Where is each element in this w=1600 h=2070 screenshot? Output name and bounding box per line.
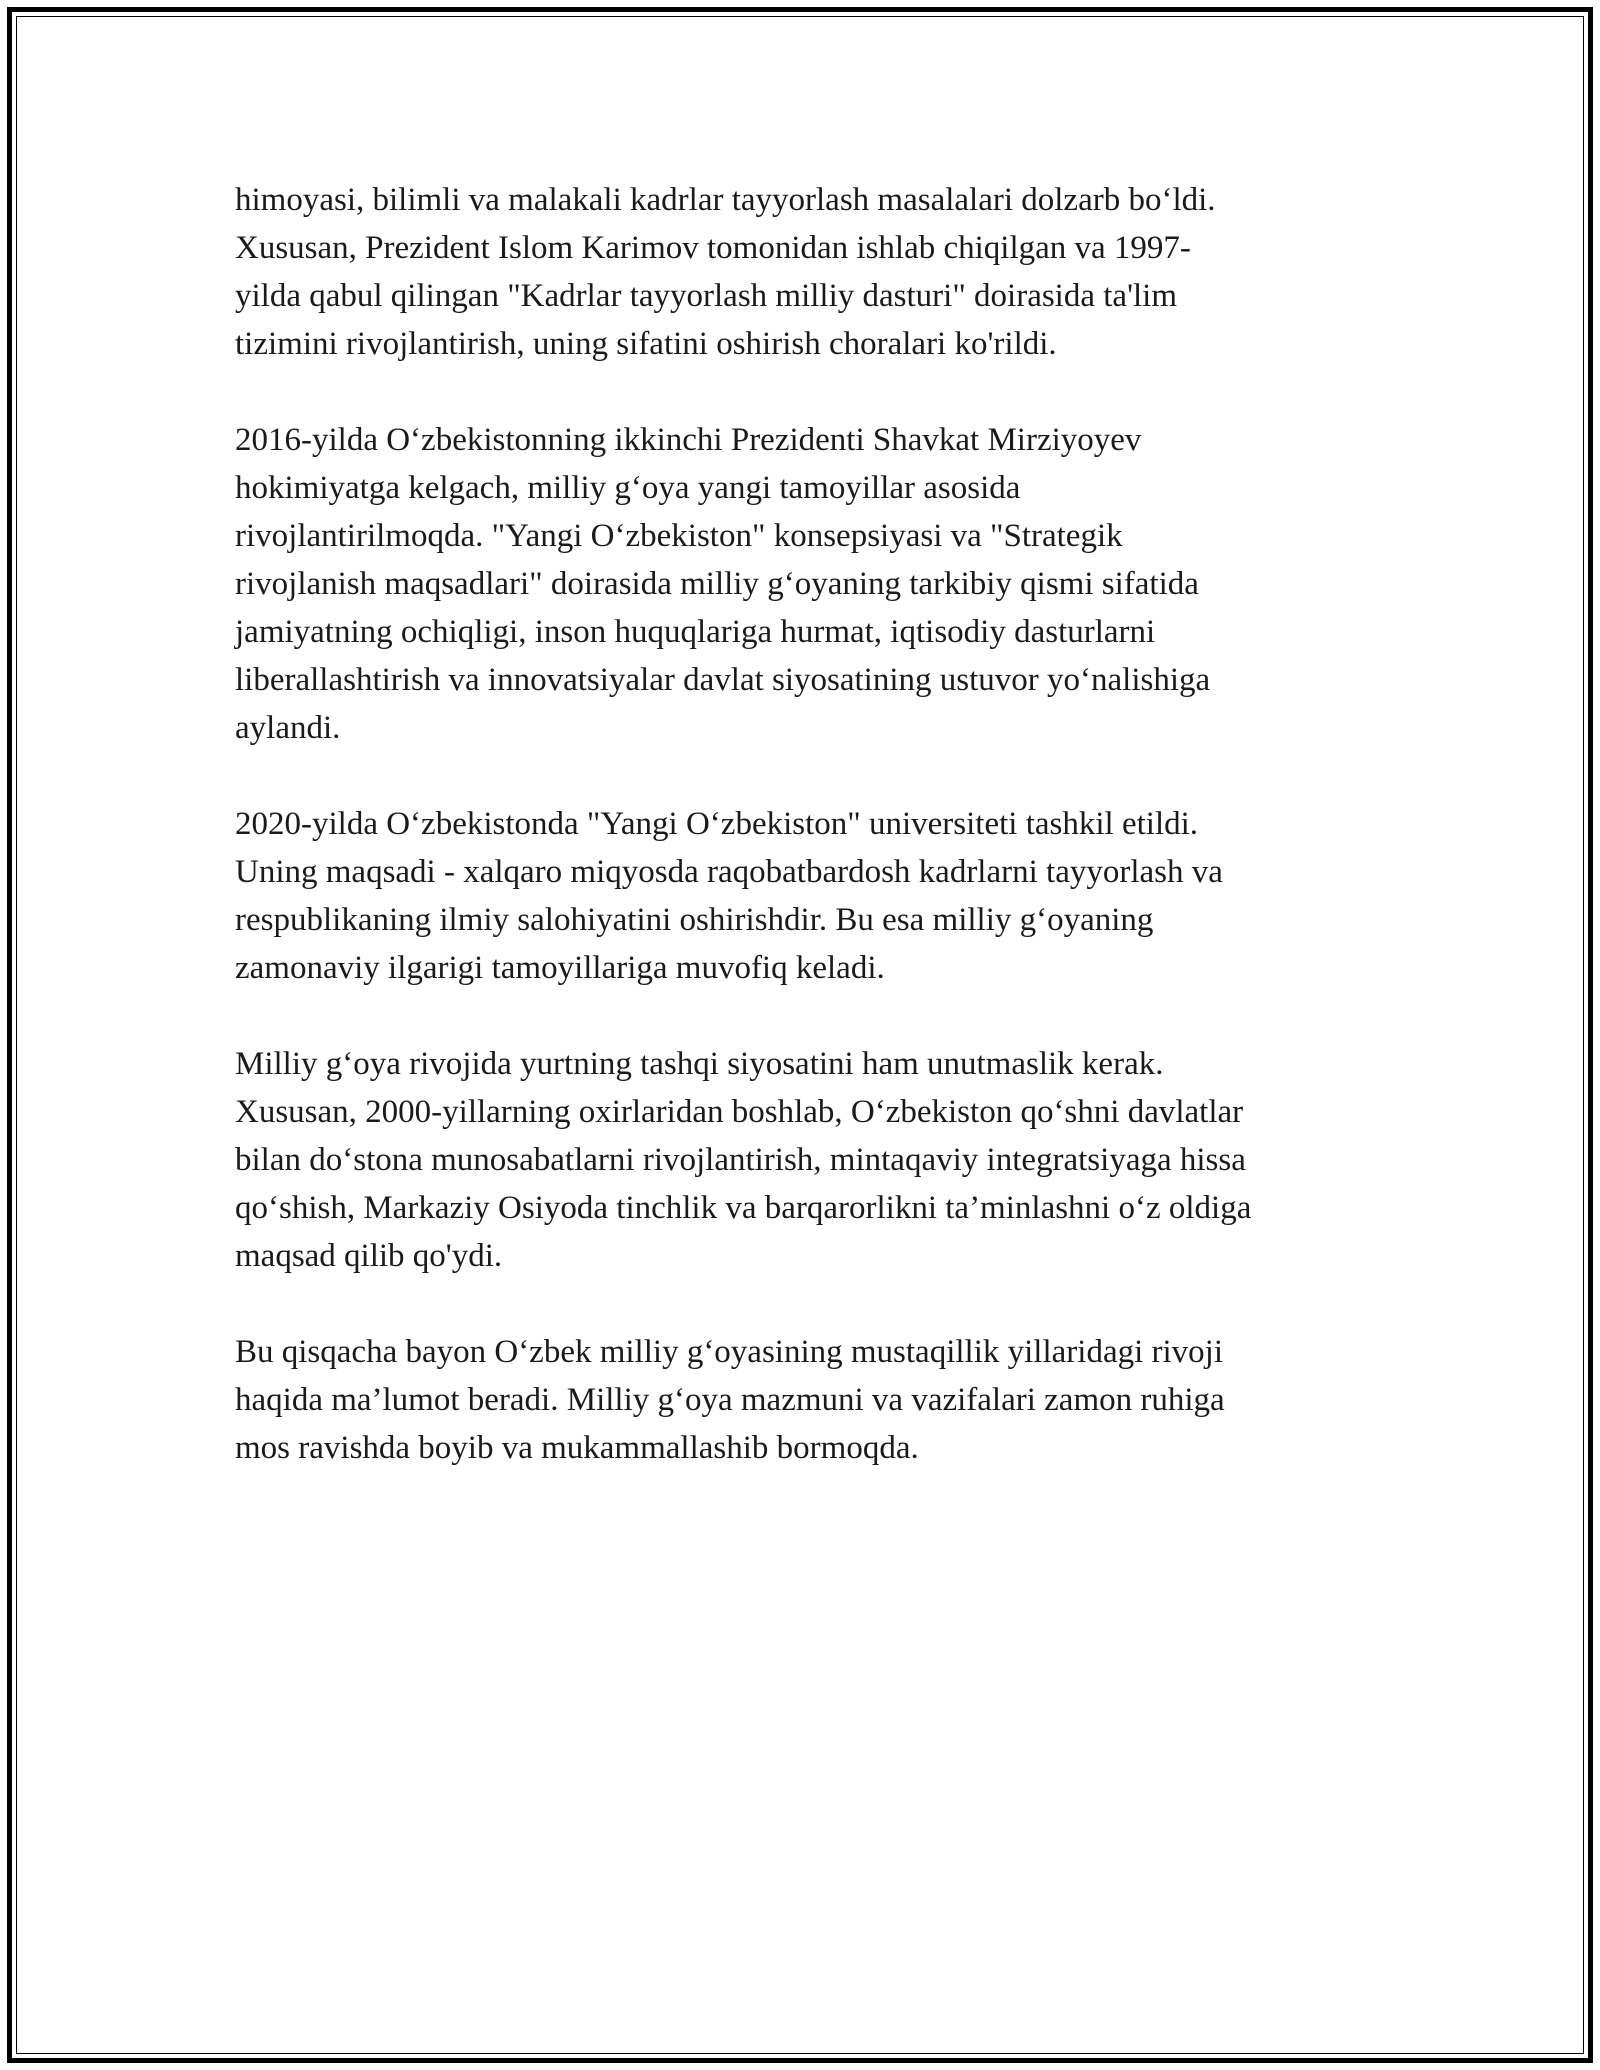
paragraph-education-reform: himoyasi, bilimli va malakali kadrlar tayyorlash masalalari dolzarb bo‘ldi. Xususan, Prezident Islom Karimov tomonidan ishlab chiqilgan va 1997- yilda qabul qilingan "Kadrlar tayyorlash milliy dasturi" doirasida ta'lim tizimini rivojlantirish, uning sifatini oshirish choralari ko'rildi. [235,182,1216,362]
document-body [235,176,1395,1520]
paragraph-summary: Bu qisqacha bayon O‘zbek milliy g‘oyasining mustaqillik yillaridagi rivoji haqida ma’lumot beradi. Milliy g‘oya mazmuni va vazifalari zamon ruhiga mos ravishda boyib va mukammallashib bormoqda. [235,1334,1225,1466]
paragraph-new-uzbekistan-concept: 2016-yilda O‘zbekistonning ikkinchi Prezidenti Shavkat Mirziyoyev hokimiyatga kelgach, milliy g‘oya yangi tamoyillar asosida rivojlantirilmoqda. "Yangi O‘zbekiston" konsepsiyasi va "Strategik rivojlanish maqsadlari" doirasida milliy g‘oyaning tarkibiy qismi sifatida jamiyatning ochiqligi, inson huquqlariga hurmat, iqtisodiy dasturlarni liberallashtirish va innovatsiyalar davlat siyosatining ustuvor yo‘nalishiga aylandi. [235,422,1211,746]
paragraph-new-uzbekistan-university: 2020-yilda O‘zbekistonda "Yangi O‘zbekiston" universiteti tashkil etildi. Uning maqsadi - xalqaro miqyosda raqobatbardosh kadrlarni tayyorlash va respublikaning ilmiy salohiyatini oshirishdir. Bu esa milliy g‘oyaning zamonaviy ilgarigi tamoyillariga muvofiq keladi. [235,806,1223,986]
paragraph-foreign-policy: Milliy g‘oya rivojida yurtning tashqi siyosatini ham unutmaslik kerak. Xususan, 2000-yillarning oxirlaridan boshlab, O‘zbekiston qo‘shni davlatlar bilan do‘stona munosabatlarni rivojlantirish, mintaqaviy integratsiyaga hissa qo‘shish, Markaziy Osiyoda tinchlik va barqarorlikni ta’minlashni o‘z oldiga maqsad qilib qo'ydi. [235,1046,1252,1274]
